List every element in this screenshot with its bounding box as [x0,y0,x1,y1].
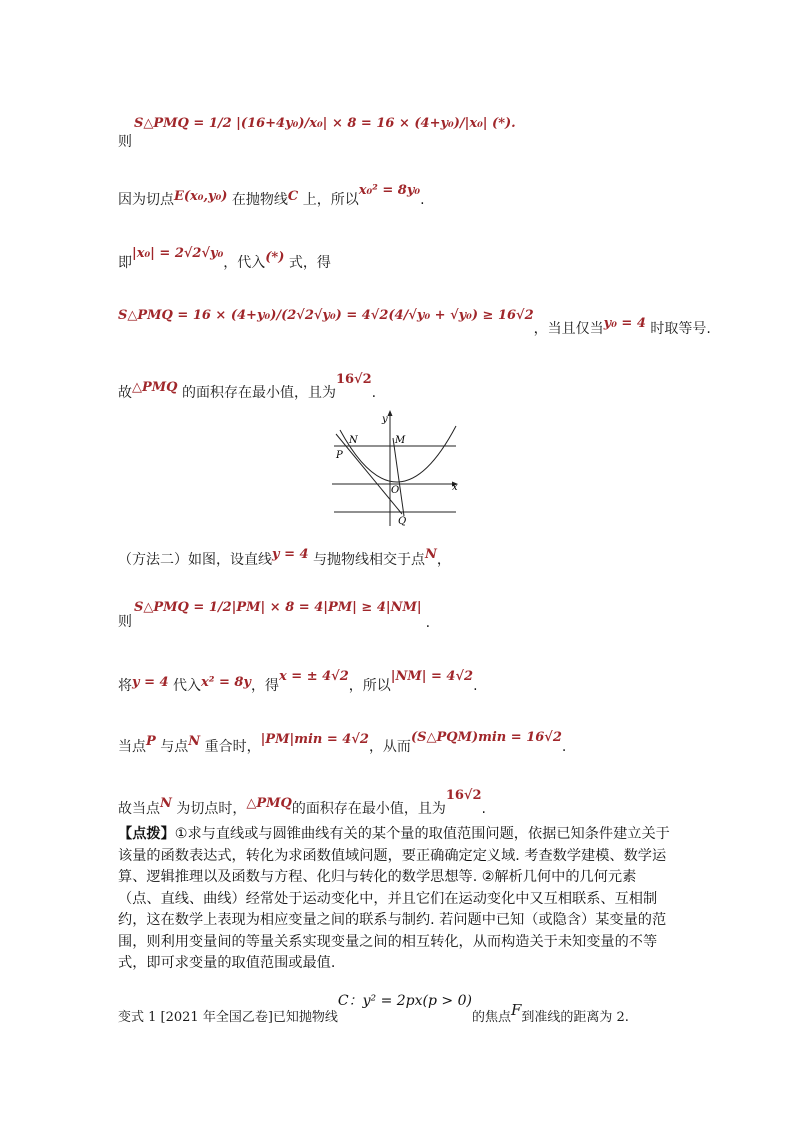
math: (S△PQM)min = 16√2 [410,730,562,745]
text: 与抛物线相交于点 [308,552,425,568]
tangent-point-line [118,183,425,209]
tail: . [420,192,425,208]
math: E(x₀,y₀) [174,189,228,204]
text: 因为切点 [118,192,174,208]
label-m: M [395,435,406,446]
text: ，得 [251,678,279,694]
math: y₀ = 4 [603,316,646,331]
minimum-area-line [118,372,377,402]
text: 与点 [155,739,189,755]
math: |x₀| = 2√2√y₀ [132,246,224,261]
hint-paragraph [118,824,678,975]
text: ，当且仅当 [533,321,604,337]
math: △PMQ [246,796,292,811]
text: 变式 1 [2021 年全国乙卷]已知抛物线 [118,1010,338,1025]
area-bound-line [118,596,431,631]
label-n: N [349,435,358,446]
text: ，从而 [368,739,411,755]
text: 故当点 [118,801,160,817]
tail: . [481,801,486,817]
tail: . [561,739,567,755]
text: 为切点时， [171,801,247,817]
tail: . [425,615,431,631]
variant-line [118,993,629,1026]
prefix-then: 则 [118,134,132,150]
math: C：y² = 2px(p > 0) [337,993,472,1009]
math: 16√2 [335,372,372,387]
area-formula-line [118,106,516,131]
text: 式，得 [284,255,331,271]
tail: ， [436,552,451,568]
math: 16√2 [445,788,482,803]
math: x = ± 4√2 [279,669,349,684]
label-p: P [336,450,343,461]
math: N [188,734,201,749]
math: △PMQ [132,380,178,395]
text: 代入 [168,678,201,694]
tail: . [371,385,377,401]
prefix-then: 则 [118,614,132,630]
math: y = 4 [132,675,169,690]
label-q: Q [398,516,407,527]
math: y = 4 [272,547,309,562]
hint-body: ①求与直线或与圆锥曲线有关的某个量的取值范围问题，依据已知条件建立关于该量的函数表达式，转化为求函数值域问题，要正确确定定义域. 考查数学建模、数学运算、逻辑推理以及函数与方程、化归与转化的数学思想等. ②解析几何中的几何元素（点、直线、曲线）经常处于运动变化中，并且它们在运动变化中又互相联系、互相制约，这在数学上表现为相应变量之间的联系与制约. 若问题中已知（或隐含）某变量的范围，则利用变量间的等量关系实现变量之间的相互转化，从而构造关于未知变量的不等式，即可求变量的取值范围或最值. [118,826,670,971]
tail: . [473,678,478,694]
text: ，所以 [348,678,391,694]
text: 当点 [118,739,146,755]
math: N [160,796,172,811]
math: S△PMQ = 1/2|PM| × 8 = 4|PM| ≥ 4|NM| [134,600,422,615]
text: 的面积存在最小值，且为 [177,385,336,401]
math: C [287,189,299,204]
text: （方法二）如图，设直线 [118,552,272,568]
math: P [146,734,156,749]
area-formula: S△PMQ = 1/2 |(16+4y₀)/x₀| × 8 = 16 × (4+y₀)/|x₀| (*). [134,116,516,131]
tangent-min-line [118,788,486,818]
method-two-line [118,549,451,569]
hint-label: 【点拨】 [118,826,175,842]
text: 时取等号. [645,321,711,337]
text: 将 [118,678,132,694]
math: (*) [265,250,285,265]
coincide-line [118,730,567,756]
parabola-figure [330,408,462,528]
math: |PM|min = 4√2 [260,732,369,747]
math: N [425,547,437,562]
label-y: y [382,414,388,425]
label-o: O [391,485,400,496]
math: S△PMQ = 16 × (4+y₀)/(2√2√y₀) = 4√2(4/√y₀ + √y₀) ≥ 16√2 [118,308,534,323]
text: 即 [118,255,132,271]
y-axis-arrow [388,410,393,416]
text: 重合时， [200,739,261,755]
substitute-line [118,246,331,272]
text: 故 [118,385,132,401]
line-mq [393,438,404,516]
text: 的面积存在最小值，且为 [291,801,446,817]
math: |NM| = 4√2 [390,669,474,684]
substitute-y4-line [118,669,478,695]
area-inequality-line [118,308,711,338]
text: 上，所以 [298,192,359,208]
label-x: x [452,482,458,493]
math: x₀² = 8y₀ [358,183,421,198]
math: x² = 8y [201,675,251,690]
text: ，代入 [223,255,266,271]
text: 在抛物线 [227,192,288,208]
text: 的焦点 [471,1010,511,1025]
text: 到准线的距离为 2. [521,1010,629,1025]
math: F [510,1001,522,1019]
